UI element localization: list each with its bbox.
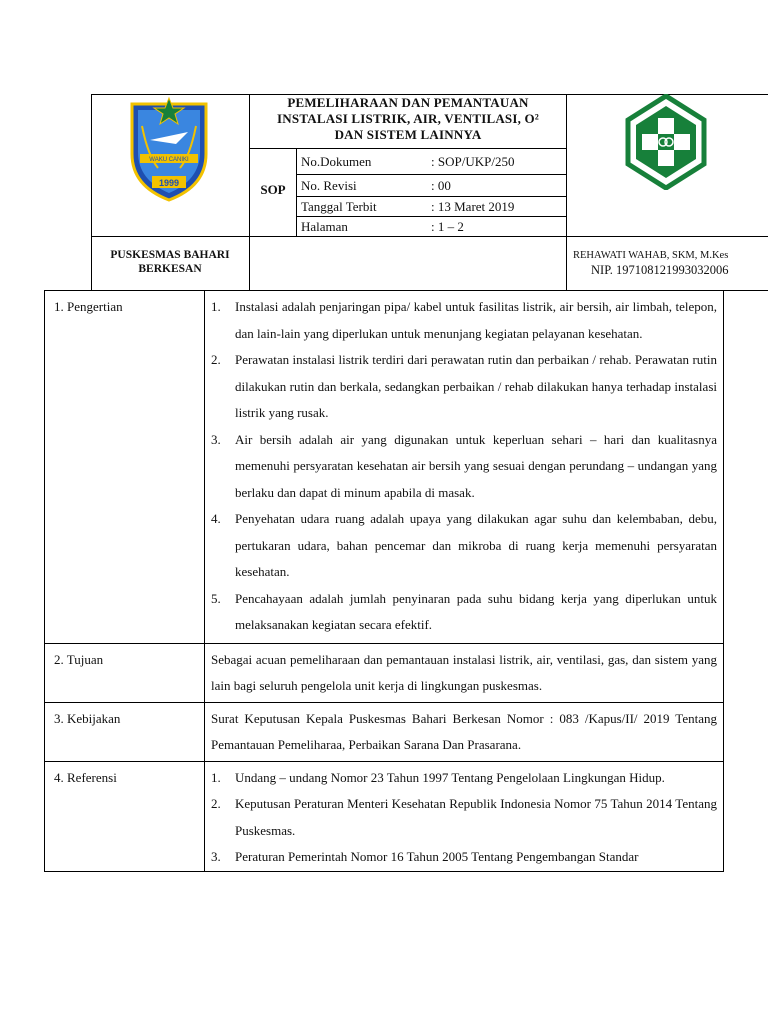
header-divider-right bbox=[566, 94, 567, 290]
list-item bbox=[211, 347, 717, 427]
sop-label: SOP bbox=[260, 182, 286, 197]
list-number: 5. bbox=[211, 590, 221, 606]
regency-crest-logo bbox=[128, 96, 210, 202]
list-item bbox=[211, 765, 717, 792]
section-row-pengertian bbox=[45, 291, 723, 644]
section-label: 1. Pengertian bbox=[45, 291, 205, 643]
meta-row-line-1 bbox=[296, 174, 566, 175]
list-text: Pencahayaan adalah jumlah penyinaran pada suhu bidang kerja yang diperlukan untuk melaksanakan kegiatan secara efektif. bbox=[235, 590, 717, 632]
list-number: 3. bbox=[211, 431, 221, 447]
meta-value-halaman: : 1 – 2 bbox=[431, 219, 464, 234]
section-content: Sebagai acuan pemeliharaan dan pemantauan instalasi listrik, air, ventilasi, gas, dan sistem yang lain bagi seluruh pengelola unit kerja di lingkungan puskesmas. bbox=[211, 651, 717, 693]
list-text: Air bersih adalah air yang digunakan untuk keperluan sehari – hari dan kualitasnya memenuhi persyaratan kesehatan air bersih yang sesuai dengan perundang – undangan yang berlaku dan dapat di minum apabila di masak. bbox=[235, 431, 717, 500]
puskesmas-logo bbox=[624, 94, 708, 190]
org-line-1: PUSKESMAS BAHARI bbox=[110, 249, 230, 261]
list-item bbox=[211, 791, 717, 844]
meta-label-doc: No.Dokumen bbox=[301, 154, 372, 169]
meta-label-revisi: No. Revisi bbox=[301, 178, 357, 193]
section-row-referensi bbox=[45, 762, 723, 871]
list-number: 3. bbox=[211, 849, 221, 864]
meta-label-terbit: Tanggal Terbit bbox=[301, 199, 377, 214]
crest-motto: WAKU CANIKI bbox=[149, 157, 189, 163]
section-label: 2. Tujuan bbox=[45, 644, 205, 702]
list-number: 1. bbox=[211, 769, 221, 785]
list-text: Perawatan instalasi listrik terdiri dari perawatan rutin dan perbaikan / rehab. Perawatan rutin dilakukan rutin dan berkala, sedangkan perbaikan / rehab dilakukan hanya terhadap instalasi listrik yang rusak. bbox=[235, 352, 717, 420]
meta-value-terbit: : 13 Maret 2019 bbox=[431, 199, 515, 214]
crest-year: 1999 bbox=[158, 178, 180, 188]
organization-name bbox=[95, 248, 245, 276]
meta-row-line-2 bbox=[296, 196, 566, 197]
document-title bbox=[250, 95, 566, 143]
list-text: Instalasi adalah penjaringan pipa/ kabel untuk fasilitas listrik, air bersih, air limbah, telepon, dan lain-lain yang diperlukan untuk menunjang kegiatan pelayanan kesehatan. bbox=[235, 299, 717, 341]
section-content bbox=[205, 291, 723, 643]
list-text: Undang – undang Nomor 23 Tahun 1997 Tentang Pengelolaan Lingkungan Hidup. bbox=[235, 769, 665, 785]
meta-row-line-3 bbox=[296, 216, 566, 217]
title-line-3: DAN SISTEM LAINNYA bbox=[334, 127, 482, 142]
list-text: Penyehatan udara ruang adalah upaya yang dilakukan agar suhu dan kelembaban, debu, pertukaran udara, bahan pencemar dan mikroba di ruang kerja memenuhi persyaratan kesehatan. bbox=[235, 511, 717, 579]
list-item bbox=[211, 506, 717, 586]
meta-value-doc: : SOP/UKP/250 bbox=[431, 154, 515, 169]
signer-nip: NIP. 197108121993032006 bbox=[591, 263, 729, 277]
header-org-divider bbox=[91, 236, 249, 237]
section-label: 3. Kebijakan bbox=[45, 703, 205, 761]
list-number: 2. bbox=[211, 796, 221, 811]
list-number: 1. bbox=[211, 299, 221, 314]
header-sop-divider bbox=[296, 148, 297, 236]
section-label: 4. Referensi bbox=[45, 762, 205, 871]
section-row-kebijakan bbox=[45, 703, 723, 762]
section-row-tujuan bbox=[45, 644, 723, 703]
list-item bbox=[211, 294, 717, 347]
title-line-1: PEMELIHARAAN DAN PEMANTAUAN bbox=[287, 95, 529, 110]
signer-name: REHAWATI WAHAB, SKM, M.Kes bbox=[573, 250, 729, 261]
list-text: Keputusan Peraturan Menteri Kesehatan Republik Indonesia Nomor 75 Tahun 2014 Tentang Puskesmas. bbox=[235, 796, 717, 838]
signer-block bbox=[573, 249, 768, 277]
org-line-2: BERKESAN bbox=[138, 263, 202, 275]
title-line-2: INSTALASI LISTRIK, AIR, VENTILASI, O² bbox=[277, 111, 539, 126]
meta-value-revisi: : 00 bbox=[431, 178, 451, 193]
header-signer-divider bbox=[566, 236, 768, 237]
meta-label-halaman: Halaman bbox=[301, 219, 348, 234]
section-content: Surat Keputusan Kepala Puskesmas Bahari Berkesan Nomor : 083 /Kapus/II/ 2019 Tentang Pemantauan Pemeliharaa, Perbaikan Sarana Dan Prasarana. bbox=[211, 710, 717, 752]
section-content bbox=[205, 762, 723, 871]
list-number: 4. bbox=[211, 511, 221, 526]
list-text: Peraturan Pemerintah Nomor 16 Tahun 2005 Tentang Pengembangan Standar bbox=[235, 849, 639, 864]
header-meta-bottom bbox=[249, 236, 566, 237]
list-item bbox=[211, 586, 717, 639]
list-number: 2. bbox=[211, 352, 221, 367]
sop-content-table bbox=[44, 290, 724, 872]
list-item bbox=[211, 844, 717, 871]
list-item bbox=[211, 427, 717, 507]
